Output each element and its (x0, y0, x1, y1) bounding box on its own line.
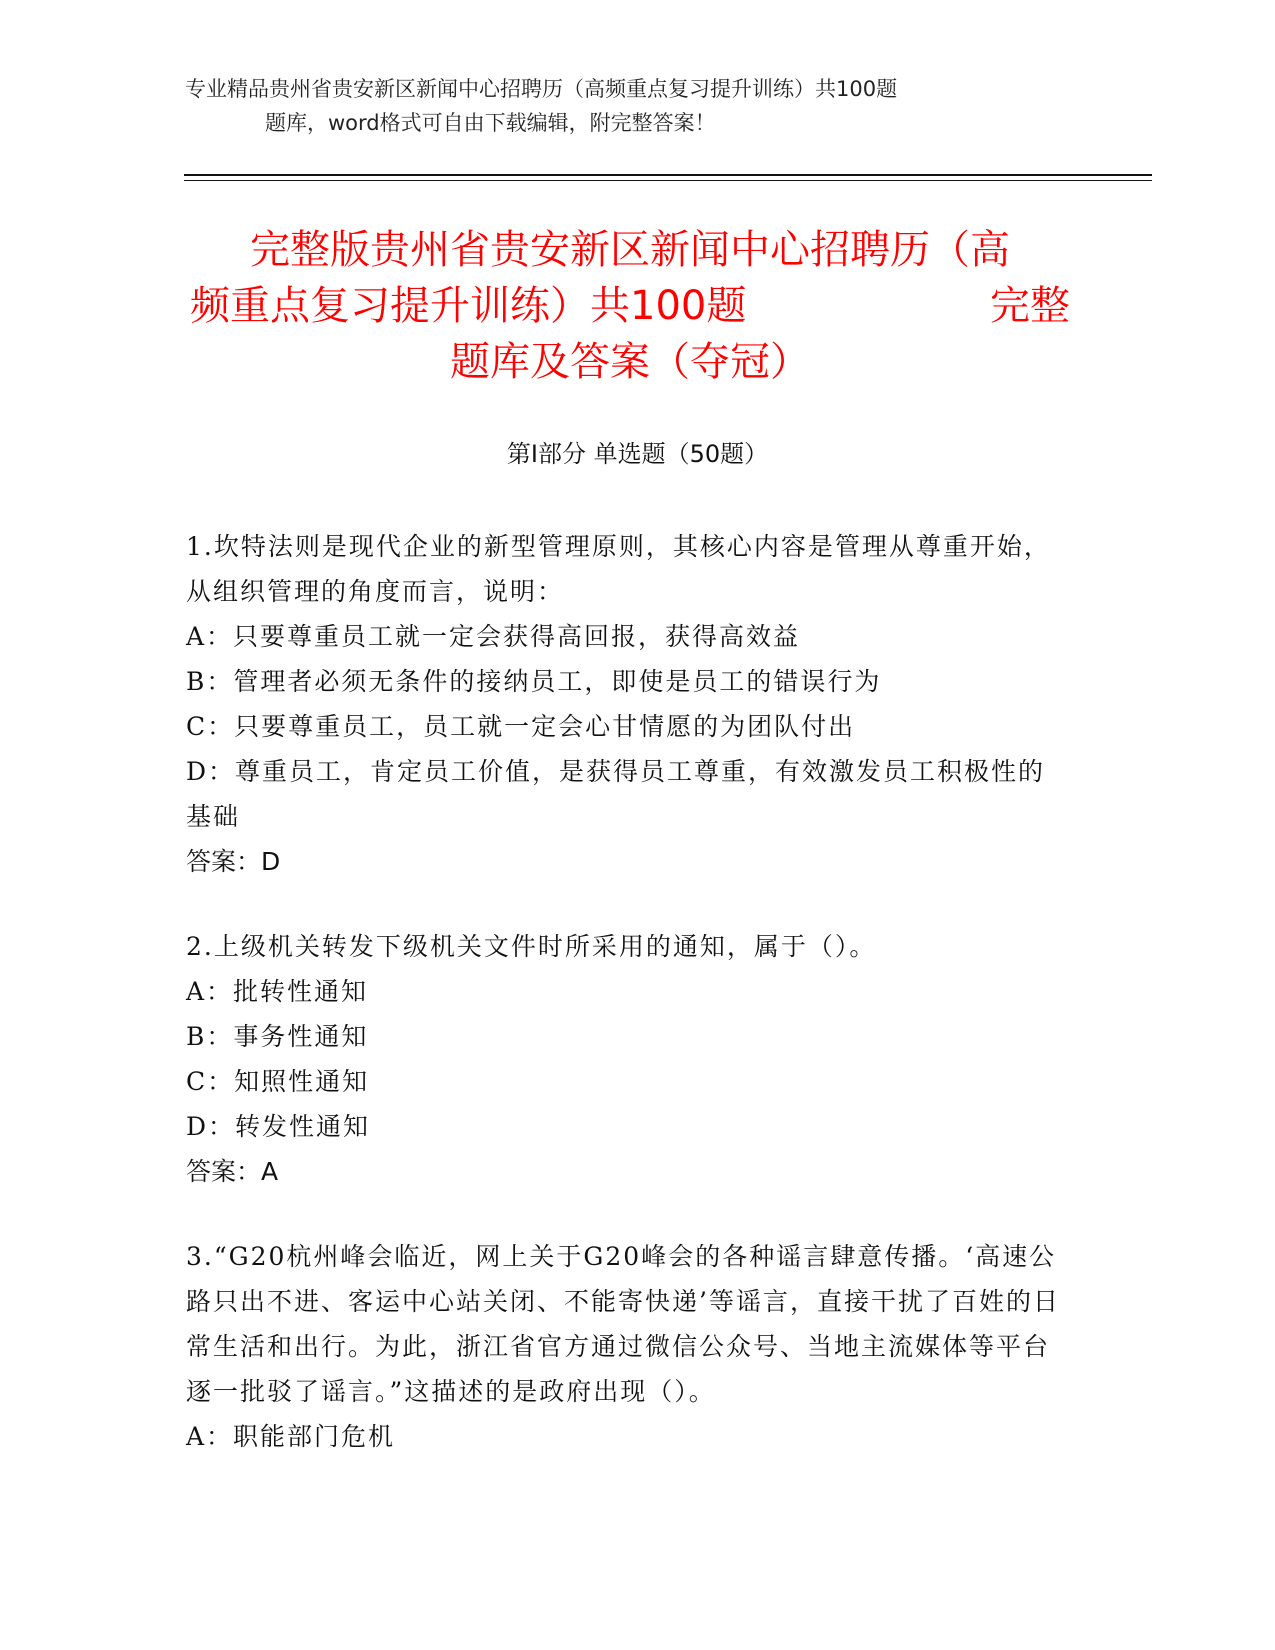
option-a: A：只要尊重员工就一定会获得高回报，获得高效益 (186, 622, 801, 651)
title-line-2 (190, 278, 1070, 334)
option-a: A：职能部门危机 (186, 1422, 396, 1451)
question-2 (186, 924, 1066, 1194)
option-d: D：尊重员工，肯定员工价值，是获得员工尊重，有效激发员工积极性的基础 (186, 757, 1046, 831)
header-line-2: 题库，word格式可自由下载编辑，附完整答案！ (265, 111, 716, 135)
title-line-1: 完整版贵州省贵安新区新闻中心招聘历（高 (250, 227, 1010, 273)
section-title: 第Ⅰ部分 单选题（50题） (506, 440, 769, 468)
document-title (190, 222, 1070, 390)
header-line-1: 专业精品贵州省贵安新区新闻中心招聘历（高频重点复习提升训练）共100题 (185, 77, 898, 101)
title-line-2-right: 完整 (990, 283, 1070, 329)
option-b: B：管理者必须无条件的接纳员工，即使是员工的错误行为 (186, 667, 882, 696)
title-line-3: 题库及答案（夺冠） (450, 339, 810, 385)
option-b: B：事务性通知 (186, 1022, 369, 1051)
question-3 (186, 1234, 1066, 1459)
question-stem: 1.坎特法则是现代企业的新型管理原则，其核心内容是管理从尊重开始，从组织管理的角度而言，说明： (186, 532, 1051, 606)
header-divider-thick (184, 174, 1152, 176)
answer: 答案：D (186, 847, 281, 876)
question-stem: 2.上级机关转发下级机关文件时所采用的通知，属于（）。 (186, 932, 877, 961)
option-c: C：知照性通知 (186, 1067, 370, 1096)
document-header (185, 72, 1085, 140)
question-stem: 3.“G20杭州峰会临近，网上关于G20峰会的各种谣言肆意传播。‘高速公路只出不进、客运中心站关闭、不能寄快递’等谣言，直接干扰了百姓的日常生活和出行。为此，浙江省官方通过微信公众号、当地主流媒体等平台逐一批驳了谣言。”这描述的是政府出现（）。 (186, 1242, 1060, 1406)
question-list (186, 524, 1066, 1499)
option-c: C：只要尊重员工，员工就一定会心甘情愿的为团队付出 (186, 712, 856, 741)
question-1 (186, 524, 1066, 884)
option-d: D：转发性通知 (186, 1112, 371, 1141)
option-a: A：批转性通知 (186, 977, 369, 1006)
header-divider-thin (184, 180, 1152, 181)
title-line-2-left: 频重点复习提升训练）共100题 (190, 283, 747, 329)
answer: 答案：A (186, 1157, 279, 1186)
